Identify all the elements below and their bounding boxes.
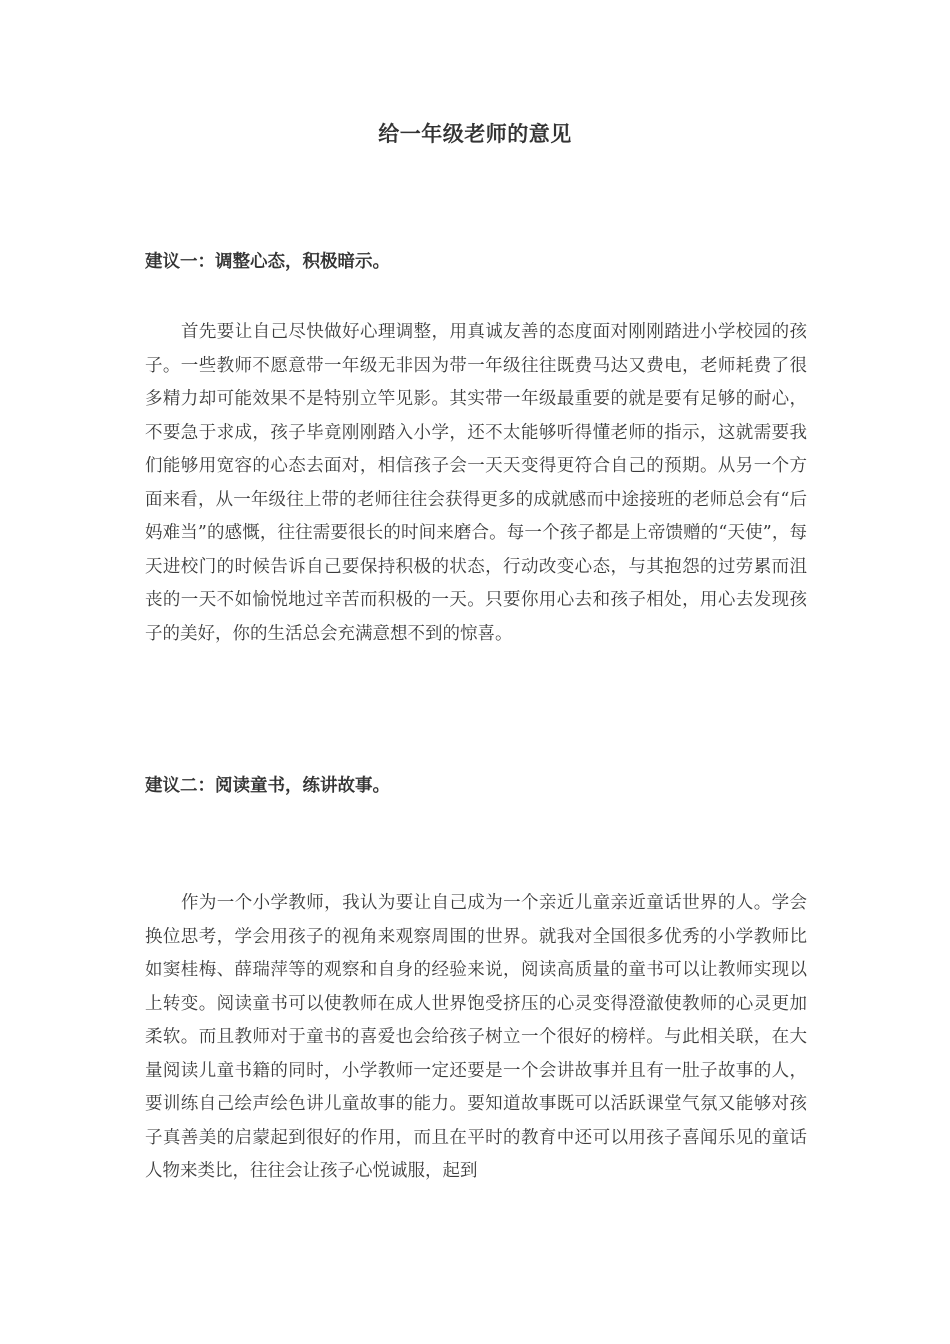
section-paragraph-2: 作为一个小学教师，我认为要让自己成为一个亲近儿童亲近童话世界的人。学会换位思考，学会用孩子的视角来观察周围的世界。就我对全国很多优秀的小学教师比如窦桂梅、薛瑞萍等的观察和自身的经验来说，阅读高质量的童书可以让教师实现以上转变。阅读童书可以使教师在成人世界饱受挤压的心灵变得澄澈使教师的心灵更加柔软。而且教师对于童书的喜爱也会给孩子树立一个很好的榜样。与此相关联，在大量阅读儿童书籍的同时，小学教师一定还要是一个会讲故事并且有一肚子故事的人，要训练自己绘声绘色讲儿童故事的能力。要知道故事既可以活跃课堂气氛又能够对孩子真善美的启蒙起到很好的作用，而且在平时的教育中还可以用孩子喜闻乐见的童话人物来类比，往往会让孩子心悦诚服，起到 [145, 893, 807, 1181]
section-heading-2: 建议二：阅读童书，练讲故事。 [145, 776, 390, 796]
section-heading-1: 建议一：调整心态，积极暗示。 [145, 252, 390, 272]
document-title: 给一年级老师的意见 [378, 121, 572, 146]
section-paragraph-1: 首先要让自己尽快做好心理调整，用真诚友善的态度面对刚刚踏进小学校园的孩子。一些教师不愿意带一年级无非因为带一年级往往既费马达又费电，老师耗费了很多精力却可能效果不是特别立竿见影。其实带一年级最重要的就是要有足够的耐心，不要急于求成，孩子毕竟刚刚踏入小学，还不太能够听得懂老师的指示，这就需要我们能够用宽容的心态去面对，相信孩子会一天天变得更符合自己的预期。从另一个方面来看，从一年级往上带的老师往往会获得更多的成就感而中途接班的老师总会有“后妈难当”的感慨，往往需要很长的时间来磨合。每一个孩子都是上帝馈赠的“天使”，每天进校门的时候告诉自己要保持积极的状态，行动改变心态，与其抱怨的过劳累而沮丧的一天不如愉悦地过辛苦而积极的一天。只要你用心去和孩子相处，用心去发现孩子的美好，你的生活总会充满意想不到的惊喜。 [145, 322, 807, 644]
